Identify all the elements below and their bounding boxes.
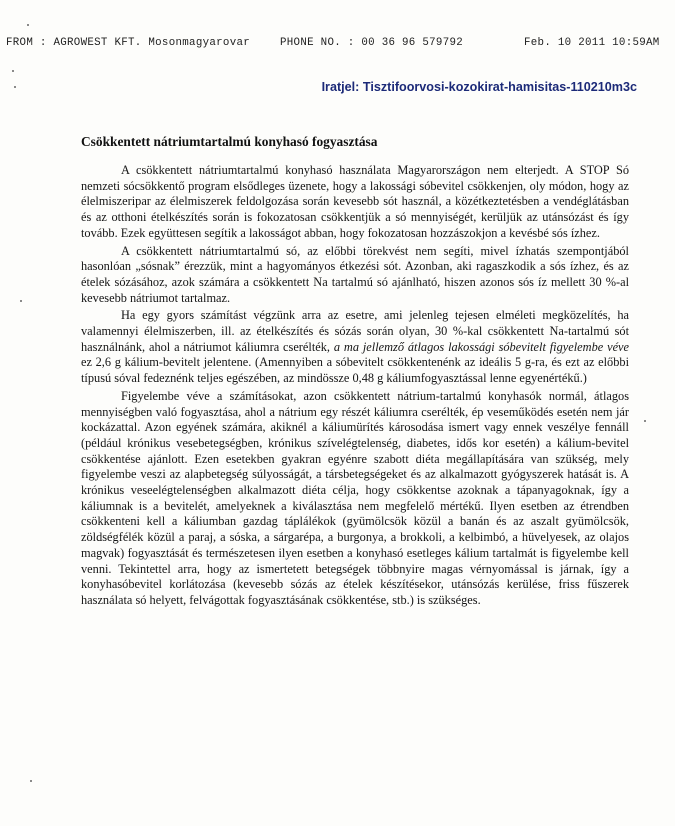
document-title: Csökkentett nátriumtartalmú konyhasó fogyasztása bbox=[81, 134, 378, 149]
paragraph-4: Figyelembe véve a számításokat, azon csökkentett nátrium-tartalmú konyhasók normál, átlagos mennyiségben való fogyasztása, ahol a nátrium egy részét káliumra cserélték, ép veseműködés esetén nem jár kockázattal. Azon egyének számára, akiknél a káliumürítés károsodása ismert vagy ennek veszélye fennáll (például krónikus vesebetegségben, krónikus szívelégtelenség, diabetes, idős kor esetén) a kálium-bevitel csökkentése ajánlott. Ezen esetekben gyakran egyénre szabott diéta megállapítására van szükség, mely figyelembe veszi az alapbetegség súlyosságát, a társbetegségeket és az alkalmazott gyógyszerek hatását is. A krónikus veseelégtelenségben alkalmazott diéta célja, hogy csökkentse azoknak a tápanyagoknak, így a káliumnak is a bevitelét, amelyeknek a kiválasztása nem megfelelő mértékű. Ilyen esetben az étrendben csökkenteni kell a káliumban gazdag táplálékok (gyümölcsök közül a banán és az aszalt gyümölcsök, zöldségfélék közül a paraj, a sóska, a sárgarépa, a burgonya, a brokkoli, a kelbimbó, a hüvelyesek, az olajos magvak) fogyasztását és természetesen ilyen esetben a konyhasó esetleges kálium tartalmát is figyelembe kell venni. Tekintettel arra, hogy az ismertetett betegségek többnyire magas vérnyomással is járnak, így a konyhasóbevitel korlátozása (kevesebb sózás az ételek készítésekor, utánsózás kerülése, friss fűszerek használata só helyett, felvágottak fogyasztásának csökkentése, stb.) is szükséges. bbox=[81, 388, 629, 607]
fax-phone-number: PHONE NO. : 00 36 96 579792 bbox=[280, 37, 464, 49]
noise-speck bbox=[20, 300, 22, 302]
emphasized-phrase: a ma jellemző átlagos lakossági sóbevitelt figyelembe véve bbox=[333, 339, 630, 354]
noise-speck bbox=[27, 24, 29, 26]
paragraph-2: A csökkentett nátriumtartalmú só, az előbbi törekvést nem segíti, mivel ízhatás szempontjából hasonlóan „sósnak” érezzük, mint a hagyományos étkezési sót. Azonban, aki ragaszkodik a sós ízhez, és az ételek sózásához, azok számára a csökkentett Na tartalmú só ajánlható, hiszen azonos sós íz mellett 30 %-al kevesebb nátriumot tartalmaz. bbox=[81, 243, 629, 305]
noise-speck bbox=[14, 86, 16, 88]
fax-datetime: Feb. 10 2011 10:59AM bbox=[524, 37, 660, 49]
document-body bbox=[81, 163, 629, 611]
paragraph-1: A csökkentett nátriumtartalmú konyhasó használata Magyarországon nem elterjedt. A STOP Só nemzeti sócsökkentő program elsődleges üzenete, hogy a lakossági sóbevitel csökkenjen, oly módon, hogy az élelmiszeripar az élelmiszerek feldolgozása során kevesebb sót használ, a közétkeztetésben a vendéglátásban és az otthoni ételkészítés során is fokozatosan csökkentjük a só mennyiségét, kerüljük az utánsózást és így tovább. Ezek együttesen segítik a lakosságot abban, hogy fokozatosan hozzászokjon a kevésbé sós ízhez. bbox=[81, 163, 629, 240]
noise-speck bbox=[12, 70, 14, 72]
document-reference-tag: Iratjel: Tisztifoorvosi-kozokirat-hamisitas-110210m3c bbox=[321, 80, 637, 94]
noise-speck bbox=[30, 780, 32, 782]
noise-speck bbox=[644, 420, 646, 422]
paragraph-3: Ha egy gyors számítást végzünk arra az esetre, ami jelenleg tejesen elméleti megközelítés, ha valamennyi élelmiszerben, ill. az ételkészítés és sózás során olyan, 30 %-kal csökkentett Na-tartalmú sót használnánk, ahol a nátriumot káliumra cserélték, a ma jellemző átlagos lakossági sóbevitelt figyelembe véve ez 2,6 g kálium-bevitelt jelentene. (Amennyiben a sóbevitelt csökkentenénk az ideális 5 g-ra, és ezt az előbbi típusú sóval fedeznénk teljes egészében, az mindössze 0,48 g káliumfogyasztással lenne egyenértékű.) bbox=[81, 308, 630, 386]
fax-sender: FROM : AGROWEST KFT. Mosonmagyarovar bbox=[6, 37, 251, 49]
